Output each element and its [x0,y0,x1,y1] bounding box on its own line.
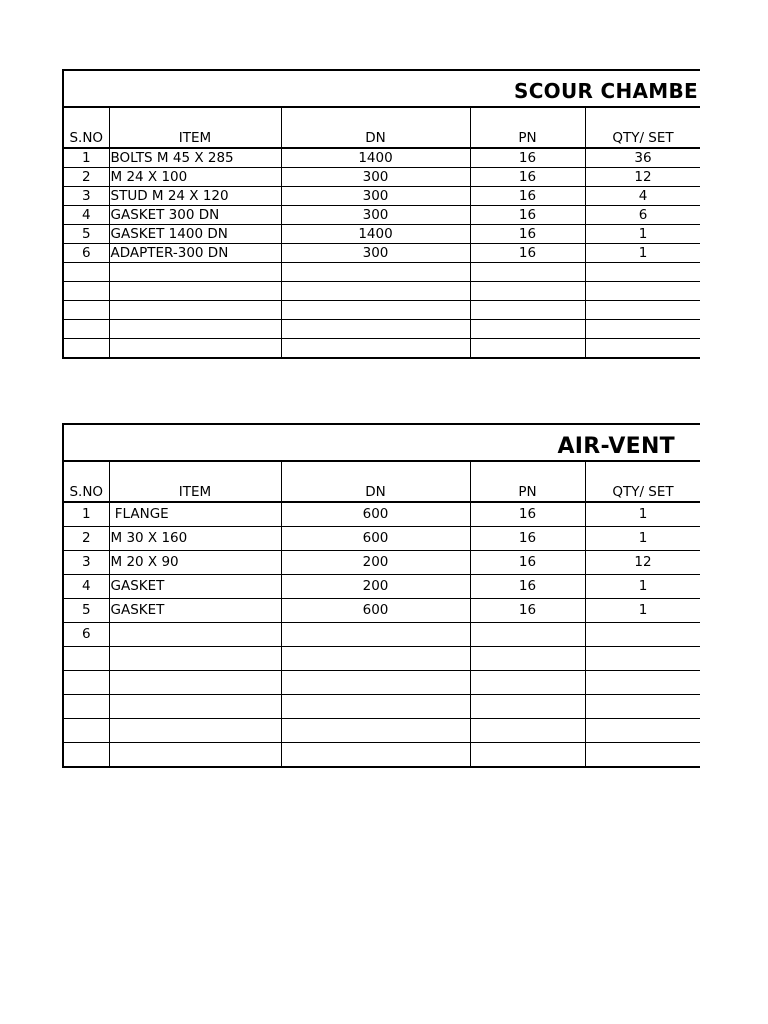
column-header-sno: S.NO [63,108,109,149]
cell-qty [585,743,700,768]
cell-dn: 200 [281,575,470,599]
table-title-row [62,69,700,107]
cell-dn: 200 [281,551,470,575]
cell-pn: 16 [470,244,585,263]
cell-qty [585,282,700,301]
table-row [63,575,700,599]
cell-qty [585,695,700,719]
column-header-pn: PN [470,462,585,503]
table-title-row [62,423,700,461]
table-row [63,263,700,282]
cell-dn [281,623,470,647]
items-table [62,107,700,359]
cell-sno: 1 [63,148,109,168]
cell-qty: 1 [585,575,700,599]
table-row [63,168,700,187]
cell-qty: 1 [585,244,700,263]
table-row [63,695,700,719]
table-row [63,148,700,168]
cell-sno [63,282,109,301]
cell-pn: 16 [470,168,585,187]
cell-dn [281,743,470,768]
items-table [62,461,700,768]
cell-dn: 300 [281,206,470,225]
cell-item: STUD M 24 X 120 [109,187,281,206]
cell-dn [281,263,470,282]
cell-sno: 3 [63,551,109,575]
column-header-qty: QTY/ SET [585,462,700,503]
cell-qty [585,339,700,359]
cell-sno [63,339,109,359]
cell-qty [585,320,700,339]
cell-qty: 12 [585,168,700,187]
cell-sno: 2 [63,527,109,551]
header-row [63,462,700,503]
table-row [63,225,700,244]
cell-sno: 4 [63,575,109,599]
cell-pn [470,339,585,359]
cell-sno [63,695,109,719]
cell-sno: 3 [63,187,109,206]
cell-pn: 16 [470,551,585,575]
cell-pn: 16 [470,502,585,527]
cell-item: ADAPTER-300 DN [109,244,281,263]
column-header-dn: DN [281,462,470,503]
cell-pn: 16 [470,575,585,599]
cell-qty [585,719,700,743]
table-row [63,743,700,768]
table-row [63,339,700,359]
cell-item: GASKET 1400 DN [109,225,281,244]
table-row [63,502,700,527]
cell-item [109,339,281,359]
table-row [63,320,700,339]
cell-item [109,719,281,743]
table-row [63,206,700,225]
cell-sno [63,301,109,320]
cell-sno: 6 [63,623,109,647]
table-title: SCOUR CHAMBE [514,79,698,103]
cell-pn [470,320,585,339]
cell-sno [63,671,109,695]
cell-dn [281,719,470,743]
cell-pn [470,263,585,282]
cell-item: GASKET 300 DN [109,206,281,225]
cell-dn: 300 [281,187,470,206]
column-header-dn: DN [281,108,470,149]
cell-qty: 1 [585,599,700,623]
air-vent-table [62,423,700,768]
table-body [63,462,700,768]
table-row [63,599,700,623]
cell-pn: 16 [470,187,585,206]
cell-dn: 600 [281,502,470,527]
cell-sno [63,743,109,768]
cell-qty [585,647,700,671]
table-row [63,623,700,647]
cell-qty [585,671,700,695]
scour-chamber-table [62,69,700,359]
cell-item: FLANGE [109,502,281,527]
cell-sno [63,320,109,339]
cell-item [109,282,281,301]
cell-qty [585,301,700,320]
cell-sno: 1 [63,502,109,527]
cell-qty [585,623,700,647]
cell-dn [281,695,470,719]
cell-item: BOLTS M 45 X 285 [109,148,281,168]
cell-item: M 30 X 160 [109,527,281,551]
cell-pn [470,743,585,768]
cell-sno [63,647,109,671]
cell-qty: 4 [585,187,700,206]
cell-dn [281,671,470,695]
cell-sno: 6 [63,244,109,263]
cell-dn [281,282,470,301]
cell-sno: 5 [63,599,109,623]
cell-pn [470,719,585,743]
cell-sno: 4 [63,206,109,225]
column-header-item: ITEM [109,108,281,149]
cell-qty: 12 [585,551,700,575]
cell-pn [470,647,585,671]
cell-dn: 300 [281,244,470,263]
cell-qty: 1 [585,502,700,527]
table-row [63,527,700,551]
cell-pn [470,671,585,695]
cell-pn [470,695,585,719]
table-body [63,108,700,359]
column-header-pn: PN [470,108,585,149]
cell-pn: 16 [470,225,585,244]
cell-pn [470,623,585,647]
cell-qty: 1 [585,527,700,551]
cell-dn: 600 [281,527,470,551]
cell-pn: 16 [470,527,585,551]
cell-item: M 24 X 100 [109,168,281,187]
column-header-item: ITEM [109,462,281,503]
cell-pn: 16 [470,599,585,623]
cell-dn [281,647,470,671]
table-row [63,282,700,301]
cell-sno: 5 [63,225,109,244]
cell-item [109,647,281,671]
cell-pn: 16 [470,148,585,168]
cell-item [109,301,281,320]
cell-item: M 20 X 90 [109,551,281,575]
column-header-qty: QTY/ SET [585,108,700,149]
cell-dn [281,301,470,320]
cell-dn [281,320,470,339]
cell-dn: 300 [281,168,470,187]
cell-pn [470,301,585,320]
cell-qty: 1 [585,225,700,244]
table-row [63,719,700,743]
cell-dn: 600 [281,599,470,623]
cell-dn [281,339,470,359]
header-row [63,108,700,149]
table-row [63,671,700,695]
cell-dn: 1400 [281,225,470,244]
cell-item [109,695,281,719]
cell-qty [585,263,700,282]
cell-item [109,263,281,282]
table-row [63,187,700,206]
cell-pn [470,282,585,301]
table-title: AIR-VENT [557,434,675,459]
cell-item [109,671,281,695]
cell-item [109,320,281,339]
cell-sno: 2 [63,168,109,187]
column-header-sno: S.NO [63,462,109,503]
table-row [63,647,700,671]
cell-dn: 1400 [281,148,470,168]
table-row [63,301,700,320]
cell-sno [63,263,109,282]
cell-sno [63,719,109,743]
cell-qty: 36 [585,148,700,168]
cell-item [109,623,281,647]
cell-item: GASKET [109,599,281,623]
cell-item: GASKET [109,575,281,599]
table-row [63,551,700,575]
cell-item [109,743,281,768]
cell-qty: 6 [585,206,700,225]
table-row [63,244,700,263]
cell-pn: 16 [470,206,585,225]
